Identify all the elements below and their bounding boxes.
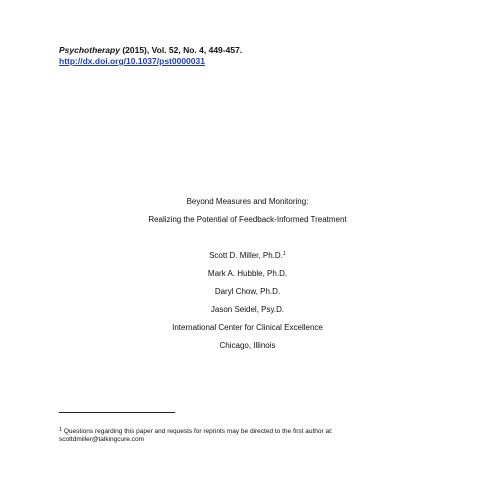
author-1 [0, 251, 495, 261]
footnote [59, 428, 439, 444]
title-line-1: Beyond Measures and Monitoring: [186, 197, 309, 206]
citation-details: (2015), Vol. 52, No. 4, 449-457. [119, 45, 243, 55]
author-name: Scott D. Miller, Ph.D. [209, 251, 283, 260]
citation-header [59, 45, 242, 67]
citation-line [59, 45, 242, 56]
footnote-email[interactable]: scottdmiller@talkingcure.com [59, 436, 144, 443]
affiliation-location: Chicago, Illinois [219, 341, 276, 350]
title-line-2: Realizing the Potential of Feedback-Informed Treatment [148, 215, 347, 224]
footnote-text: Questions regarding this paper and requests for reprints may be directed to the first author at: [62, 428, 333, 435]
author-3: Daryl Chow, Ph.D. [214, 287, 281, 296]
author-2: Mark A. Hubble, Ph.D. [207, 269, 288, 278]
footnote-number: 1 [59, 427, 63, 433]
doi-link[interactable]: http://dx.doi.org/10.1037/pst0000031 [59, 56, 205, 66]
affiliation-organization: International Center for Clinical Excellence [172, 323, 323, 332]
footnote-marker: 1 [282, 251, 286, 257]
journal-name: Psychotherapy [59, 45, 120, 55]
author-4: Jason Seidel, Psy.D. [210, 305, 285, 314]
footnote-divider [59, 412, 175, 413]
